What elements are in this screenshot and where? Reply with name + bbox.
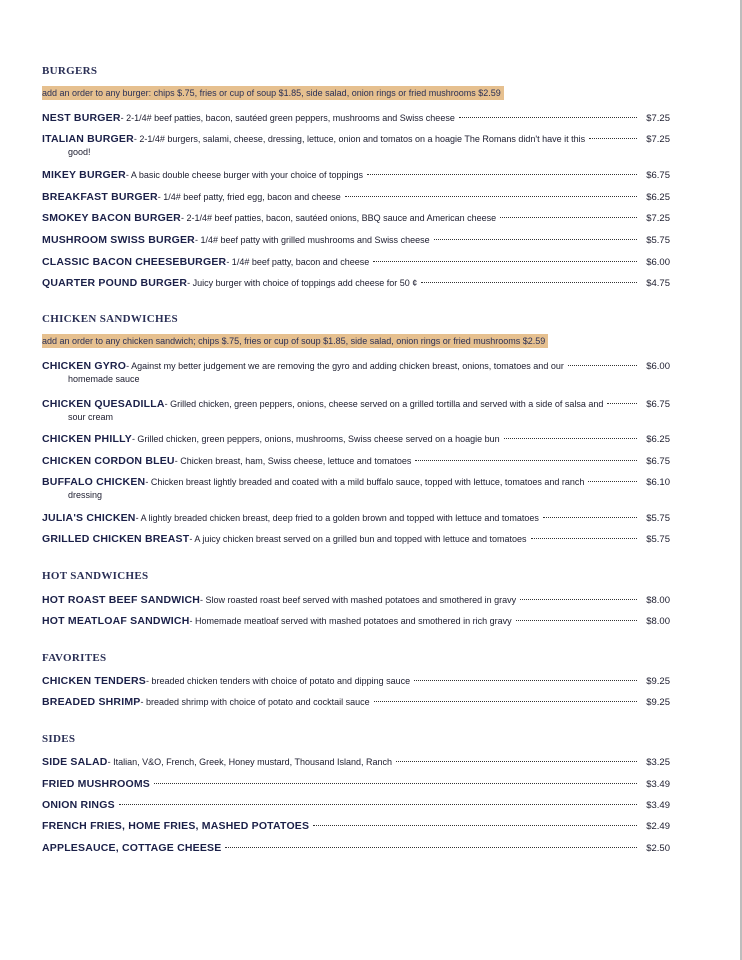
item-name: APPLESAUCE, COTTAGE CHEESE [42, 842, 222, 854]
item-price: $6.25 [646, 192, 670, 203]
item-description-continued: sour cream [68, 412, 114, 422]
item-price: $6.10 [646, 477, 670, 488]
item-price: $9.25 [646, 697, 670, 708]
item-price: $5.75 [646, 513, 670, 524]
item-name: CHICKEN GYRO [42, 360, 127, 372]
item-name: CHICKEN PHILLY [42, 433, 132, 445]
menu-item [42, 512, 670, 525]
item-price: $9.25 [646, 676, 670, 687]
dot-leader [520, 599, 637, 600]
item-description: - breaded chicken tenders with choice of potato and dipping sauce [145, 676, 411, 686]
item-description-continued: dressing [68, 490, 103, 500]
item-description: - 2-1/4# beef patties, bacon, sautéed onions, BBQ sauce and American cheese [180, 213, 497, 223]
item-name: MIKEY BURGER [42, 169, 126, 181]
menu-item [42, 799, 670, 812]
item-name: NEST BURGER [42, 112, 121, 124]
item-name: CHICKEN CORDON BLEU [42, 455, 175, 467]
menu-item [42, 675, 670, 688]
item-price: $8.00 [646, 616, 670, 627]
item-description: - A juicy chicken breast served on a grilled bun and topped with lettuce and tomatoes [189, 534, 527, 544]
section-title: HOT SANDWICHES [42, 570, 149, 582]
section-title: BURGERS [42, 65, 98, 77]
item-description: - Juicy burger with choice of toppings add cheese for 50 ¢ [187, 278, 418, 288]
menu-item [42, 277, 670, 290]
item-name: FRIED MUSHROOMS [42, 778, 150, 790]
dot-leader [396, 761, 637, 762]
menu-item-row [42, 594, 670, 607]
item-price: $2.50 [646, 843, 670, 854]
item-price: $6.00 [646, 257, 670, 268]
item-price: $6.25 [646, 434, 670, 445]
dot-leader [531, 538, 637, 539]
dot-leader [374, 701, 637, 702]
item-name: FRENCH FRIES, HOME FRIES, MASHED POTATOES [42, 820, 310, 832]
item-description: - Italian, V&O, French, Greek, Honey mustard, Thousand Island, Ranch [107, 757, 393, 767]
menu-item [42, 360, 670, 385]
dot-leader [154, 783, 637, 784]
menu-item [42, 234, 670, 247]
item-price: $5.75 [646, 235, 670, 246]
menu-item [42, 455, 670, 468]
add-on-note: add an order to any burger: chips $.75, fries or cup of soup $1.85, side salad, onion rings or fried mushrooms $2.59 [42, 86, 504, 100]
item-description: - Grilled chicken, green peppers, onions, cheese served on a grilled tortilla and served with a side of salsa and [164, 399, 604, 409]
menu-item [42, 476, 670, 501]
menu-item-row [42, 360, 670, 373]
item-description: - 1/4# beef patty, bacon and cheese [226, 257, 370, 267]
menu-item [42, 778, 670, 791]
menu-item [42, 842, 670, 855]
dot-leader [516, 620, 637, 621]
menu-item [42, 398, 670, 423]
dot-leader [459, 117, 637, 118]
item-price: $8.00 [646, 595, 670, 606]
dot-leader [367, 174, 637, 175]
item-price: $3.49 [646, 800, 670, 811]
dot-leader [415, 460, 637, 461]
menu-item-row [42, 169, 670, 182]
item-name: CHICKEN TENDERS [42, 675, 146, 687]
add-on-note: add an order to any chicken sandwich; chips $.75, fries or cup of soup $1.85, side salad, onion rings or fried mushrooms $2.59 [42, 334, 548, 348]
item-description: - Homemade meatloaf served with mashed potatoes and smothered in rich gravy [189, 616, 512, 626]
item-price: $3.25 [646, 757, 670, 768]
item-price: $6.75 [646, 399, 670, 410]
item-price: $7.25 [646, 134, 670, 145]
item-description: - 2-1/4# burgers, salami, cheese, dressing, lettuce, onion and tomatos on a hoagie The Romans didn't have it this [133, 134, 586, 144]
menu-item-row [42, 398, 670, 411]
dot-leader [345, 196, 637, 197]
item-name: HOT MEATLOAF SANDWICH [42, 615, 190, 627]
item-description: - Chicken breast lightly breaded and coated with a mild buffalo sauce, topped with lettuce, tomatoes and ranch [145, 477, 585, 487]
dot-leader [414, 680, 637, 681]
item-price: $6.75 [646, 170, 670, 181]
dot-leader [568, 365, 637, 366]
item-name: BREADED SHRIMP [42, 696, 141, 708]
section-title: CHICKEN SANDWICHES [42, 313, 178, 325]
dot-leader [589, 138, 637, 139]
dot-leader [313, 825, 637, 826]
menu-item-row [42, 842, 670, 855]
item-description-continued: homemade sauce [68, 374, 140, 384]
menu-item [42, 212, 670, 225]
item-name: HOT ROAST BEEF SANDWICH [42, 594, 201, 606]
item-name: QUARTER POUND BURGER [42, 277, 188, 289]
menu-item [42, 696, 670, 709]
item-price: $6.75 [646, 456, 670, 467]
dot-leader [373, 261, 637, 262]
menu-item [42, 433, 670, 446]
dot-leader [434, 239, 637, 240]
menu-item-row [42, 533, 670, 546]
item-description: - Grilled chicken, green peppers, onions, mushrooms, Swiss cheese served on a hoagie bun [131, 434, 500, 444]
item-name: CLASSIC BACON CHEESEBURGER [42, 256, 227, 268]
menu-item [42, 256, 670, 269]
item-name: JULIA'S CHICKEN [42, 512, 136, 524]
menu-item [42, 133, 670, 158]
menu-item-row [42, 455, 670, 468]
menu-item-row [42, 696, 670, 709]
menu-item-row [42, 191, 670, 204]
menu-item-row [42, 799, 670, 812]
menu-item [42, 169, 670, 182]
dot-leader [543, 517, 637, 518]
item-description-continued: good! [68, 147, 91, 157]
section-title: SIDES [42, 733, 76, 745]
item-price: $4.75 [646, 278, 670, 289]
section-title: FAVORITES [42, 652, 107, 664]
item-name: SMOKEY BACON BURGER [42, 212, 181, 224]
menu-item-row [42, 433, 670, 446]
item-name: CHICKEN QUESADILLA [42, 398, 165, 410]
item-name: ONION RINGS [42, 799, 115, 811]
item-price: $6.00 [646, 361, 670, 372]
dot-leader [588, 481, 637, 482]
menu-item [42, 112, 670, 125]
menu-item-row [42, 778, 670, 791]
menu-item-row [42, 212, 670, 225]
item-description: - Chicken breast, ham, Swiss cheese, lettuce and tomatoes [174, 456, 412, 466]
item-price: $5.75 [646, 534, 670, 545]
item-name: BREAKFAST BURGER [42, 191, 158, 203]
item-price: $7.25 [646, 113, 670, 124]
menu-item [42, 594, 670, 607]
menu-item [42, 191, 670, 204]
menu-item [42, 533, 670, 546]
menu-item-row [42, 234, 670, 247]
dot-leader [421, 282, 637, 283]
menu-item-row [42, 756, 670, 769]
item-description: - breaded shrimp with choice of potato and cocktail sauce [140, 697, 370, 707]
item-description: - A basic double cheese burger with your choice of toppings [125, 170, 364, 180]
item-name: BUFFALO CHICKEN [42, 476, 146, 488]
item-description: - Against my better judgement we are removing the gyro and adding chicken breast, onions, tomatoes and our [126, 361, 564, 371]
item-price: $7.25 [646, 213, 670, 224]
menu-item-row [42, 133, 670, 146]
item-price: $3.49 [646, 779, 670, 790]
menu-item-row [42, 615, 670, 628]
item-price: $2.49 [646, 821, 670, 832]
menu-item-row [42, 256, 670, 269]
menu-item [42, 820, 670, 833]
menu-item-row [42, 112, 670, 125]
menu-item-row [42, 277, 670, 290]
item-name: GRILLED CHICKEN BREAST [42, 533, 190, 545]
item-description: - 2-1/4# beef patties, bacon, sautéed green peppers, mushrooms and Swiss cheese [120, 113, 455, 123]
menu-item-row [42, 512, 670, 525]
item-description: - 1/4# beef patty with grilled mushrooms and Swiss cheese [194, 235, 430, 245]
menu-item [42, 615, 670, 628]
item-name: ITALIAN BURGER [42, 133, 134, 145]
dot-leader [119, 804, 637, 805]
item-description: - 1/4# beef patty, fried egg, bacon and cheese [157, 192, 341, 202]
menu-item-row [42, 820, 670, 833]
menu-item-row [42, 476, 670, 489]
dot-leader [225, 847, 637, 848]
menu-item [42, 756, 670, 769]
menu-item-row [42, 675, 670, 688]
item-name: SIDE SALAD [42, 756, 108, 768]
item-description: - A lightly breaded chicken breast, deep fried to a golden brown and topped with lettuce and tomatoes [135, 513, 539, 523]
dot-leader [504, 438, 637, 439]
item-description: - Slow roasted roast beef served with mashed potatoes and smothered in gravy [200, 595, 517, 605]
item-name: MUSHROOM SWISS BURGER [42, 234, 195, 246]
dot-leader [500, 217, 637, 218]
dot-leader [607, 403, 637, 404]
